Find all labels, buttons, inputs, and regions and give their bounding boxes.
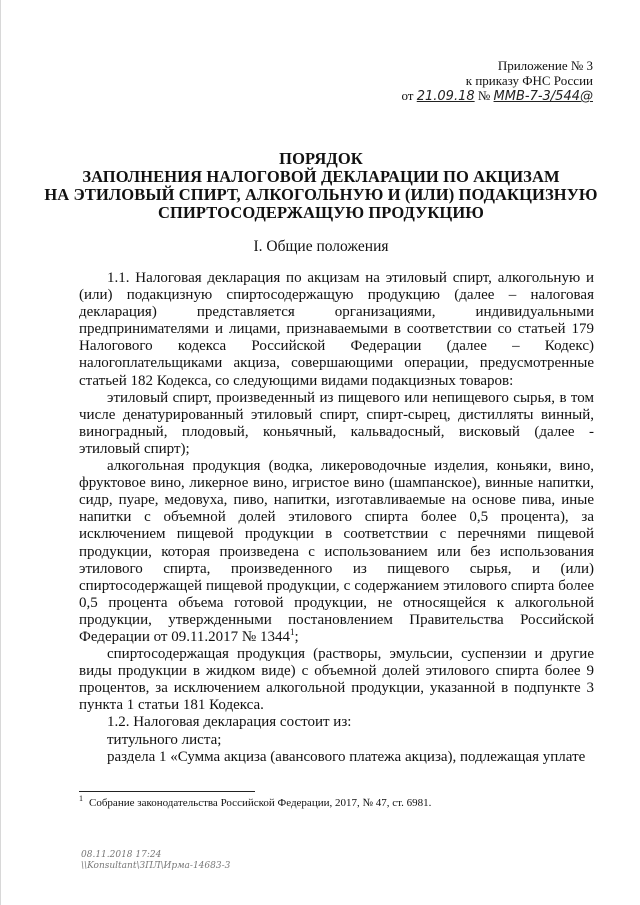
footnote <box>79 794 599 810</box>
title-line-4: СПИРТОСОДЕРЖАЩУЮ ПРОДУКЦИЮ <box>158 203 484 222</box>
footnote-divider <box>79 791 255 792</box>
title-line-3: НА ЭТИЛОВЫЙ СПИРТ, АЛКОГОЛЬНУЮ И (ИЛИ) ПОДАКЦИЗНУЮ <box>44 185 598 204</box>
section-heading: I. Общие положения <box>253 238 389 255</box>
annex-date-number <box>401 88 593 104</box>
paragraph-1-1: 1.1. Налоговая декларация по акцизам на этиловый спирт, алкогольную и (или) подакцизную спиртосодержащую продукцию (далее – налоговая декларация) представляется организациями, индивидуальными предпринимателями и лицами, признаваемыми в соответствии со статьей 179 Налогового кодекса Российской Федерации (далее – Кодекс) налогоплательщиками акциза, совершающими операции, предусмотренные статьей 182 Кодекса, со следующими видами подакцизных товаров: <box>79 270 594 389</box>
annex-date: 21.09.18 <box>416 89 475 104</box>
paragraph-alcohol-end: ; <box>294 628 299 645</box>
paragraph-alcohol-text: алкогольная продукция (водка, ликероводочные изделия, коньяки, вино, фруктовое вино, ликерное вино, игристое вино (шампанское), винные напитки, сидр, пуаре, медовуха, пиво, напитки, изготавливаемые на основе пива, иные напитки с объемной долей этилового спирта более 0,5 процента), за исключением пищевой продукции в соответствии с перечнями пищевой продукции, которая произведена с использованием или без использования этилового спирта, произведенного из пищевого сырья, и (или) спиртосодержащей пищевой продукции, с содержанием этилового спирта более 0,5 процента объема готовой продукции, не относящейся к алкогольной продукции, утвержденными постановлением Правительства Российской Федерации от 09.11.2017 № 1344 <box>79 458 594 645</box>
print-stamp <box>81 850 230 872</box>
annex-order-ref: к приказу ФНС России <box>465 73 593 88</box>
footnote-ref: 1 <box>289 626 295 637</box>
document-body <box>79 270 594 766</box>
annex-number: Приложение № 3 <box>497 58 593 73</box>
paragraph-section-1: раздела 1 «Сумма акциза (авансового платежа акциза), подлежащая уплате <box>107 748 586 765</box>
paragraph-ethyl-spirit: этиловый спирт, произведенный из пищевого или непищевого сырья, в том числе денатурированный этиловый спирт, спирт-сырец, дистилляты винный, виноградный, плодовый, коньячный, кальвадосный, висковый (далее - этиловый спирт); <box>79 389 594 457</box>
paragraph-alcohol-products <box>79 458 594 646</box>
stamp-path: \\Konsultant\ЗПЛ\Ирма-14683-3 <box>81 861 231 871</box>
annex-order-number: ММВ-7-3/544@ <box>493 89 593 104</box>
paragraph-1-2: 1.2. Налоговая декларация состоит из: <box>107 714 352 731</box>
stamp-date: 08.11.2018 17:24 <box>81 850 162 860</box>
footnote-mark: 1 <box>79 794 83 804</box>
title-line-1: ПОРЯДОК <box>279 149 363 168</box>
annex-no-sign: № <box>477 88 491 103</box>
title-line-2: ЗАПОЛНЕНИЯ НАЛОГОВОЙ ДЕКЛАРАЦИИ ПО АКЦИЗАМ <box>82 167 560 186</box>
annex-header <box>401 58 593 104</box>
annex-date-prefix: от <box>401 88 414 103</box>
paragraph-spirit-containing: спиртосодержащая продукция (растворы, эмульсии, суспензии и другие виды продукции в жидком виде) с объемной долей этилового спирта более 9 процентов, за исключением алкогольной продукции, указанной в подпункте 3 пункта 1 статьи 181 Кодекса. <box>79 646 594 714</box>
footnote-text: Собрание законодательства Российской Федерации, 2017, № 47, ст. 6981. <box>89 797 432 809</box>
document-title <box>41 150 601 222</box>
paragraph-title-sheet: титульного листа; <box>107 731 222 748</box>
